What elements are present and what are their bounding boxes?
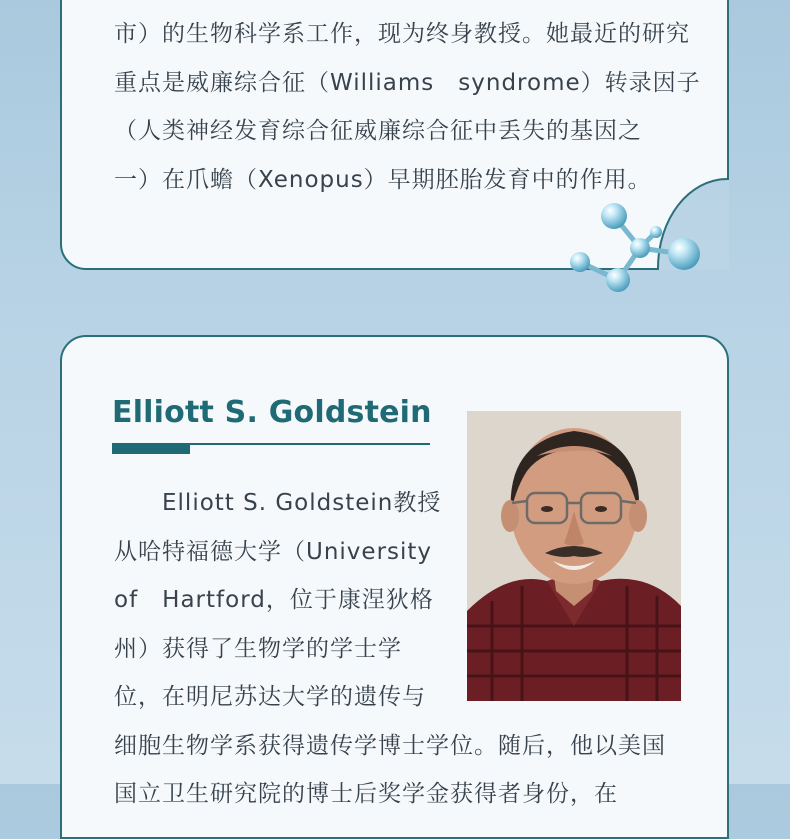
profile-photo — [467, 411, 681, 701]
bio-line: 从哈特福德大学（University — [114, 538, 433, 565]
bio-line: Elliott S. Goldstein教授 — [114, 490, 442, 516]
profile-card — [60, 335, 729, 839]
title-underline-accent — [112, 445, 190, 454]
molecule-decoration — [562, 194, 710, 300]
bio-line: 市）的生物科学系工作，现为终身教授。她最近的研究 — [114, 21, 690, 47]
bio-line: 州）获得了生物学的学士学 — [114, 635, 402, 662]
previous-bio-text — [114, 10, 701, 204]
bio-line: 一）在爪蟾（Xenopus）早期胚胎发育中的作用。 — [114, 166, 652, 193]
bio-line: 细胞生物学系获得遗传学博士学位。随后，他以美国 — [114, 732, 666, 759]
bio-line: 国立卫生研究院的博士后奖学金获得者身份，在 — [114, 781, 618, 807]
bio-line: 重点是威廉综合征（Williams syndrome）转录因子 — [114, 69, 701, 96]
profile-name: Elliott S. Goldstein — [112, 395, 432, 430]
portrait-illustration — [467, 411, 681, 701]
bio-line: of Hartford，位于康涅狄格 — [114, 587, 434, 613]
bio-line: （人类神经发育综合征威廉综合征中丢失的基因之 — [114, 118, 642, 144]
bio-line: 位，在明尼苏达大学的遗传与 — [114, 684, 426, 710]
